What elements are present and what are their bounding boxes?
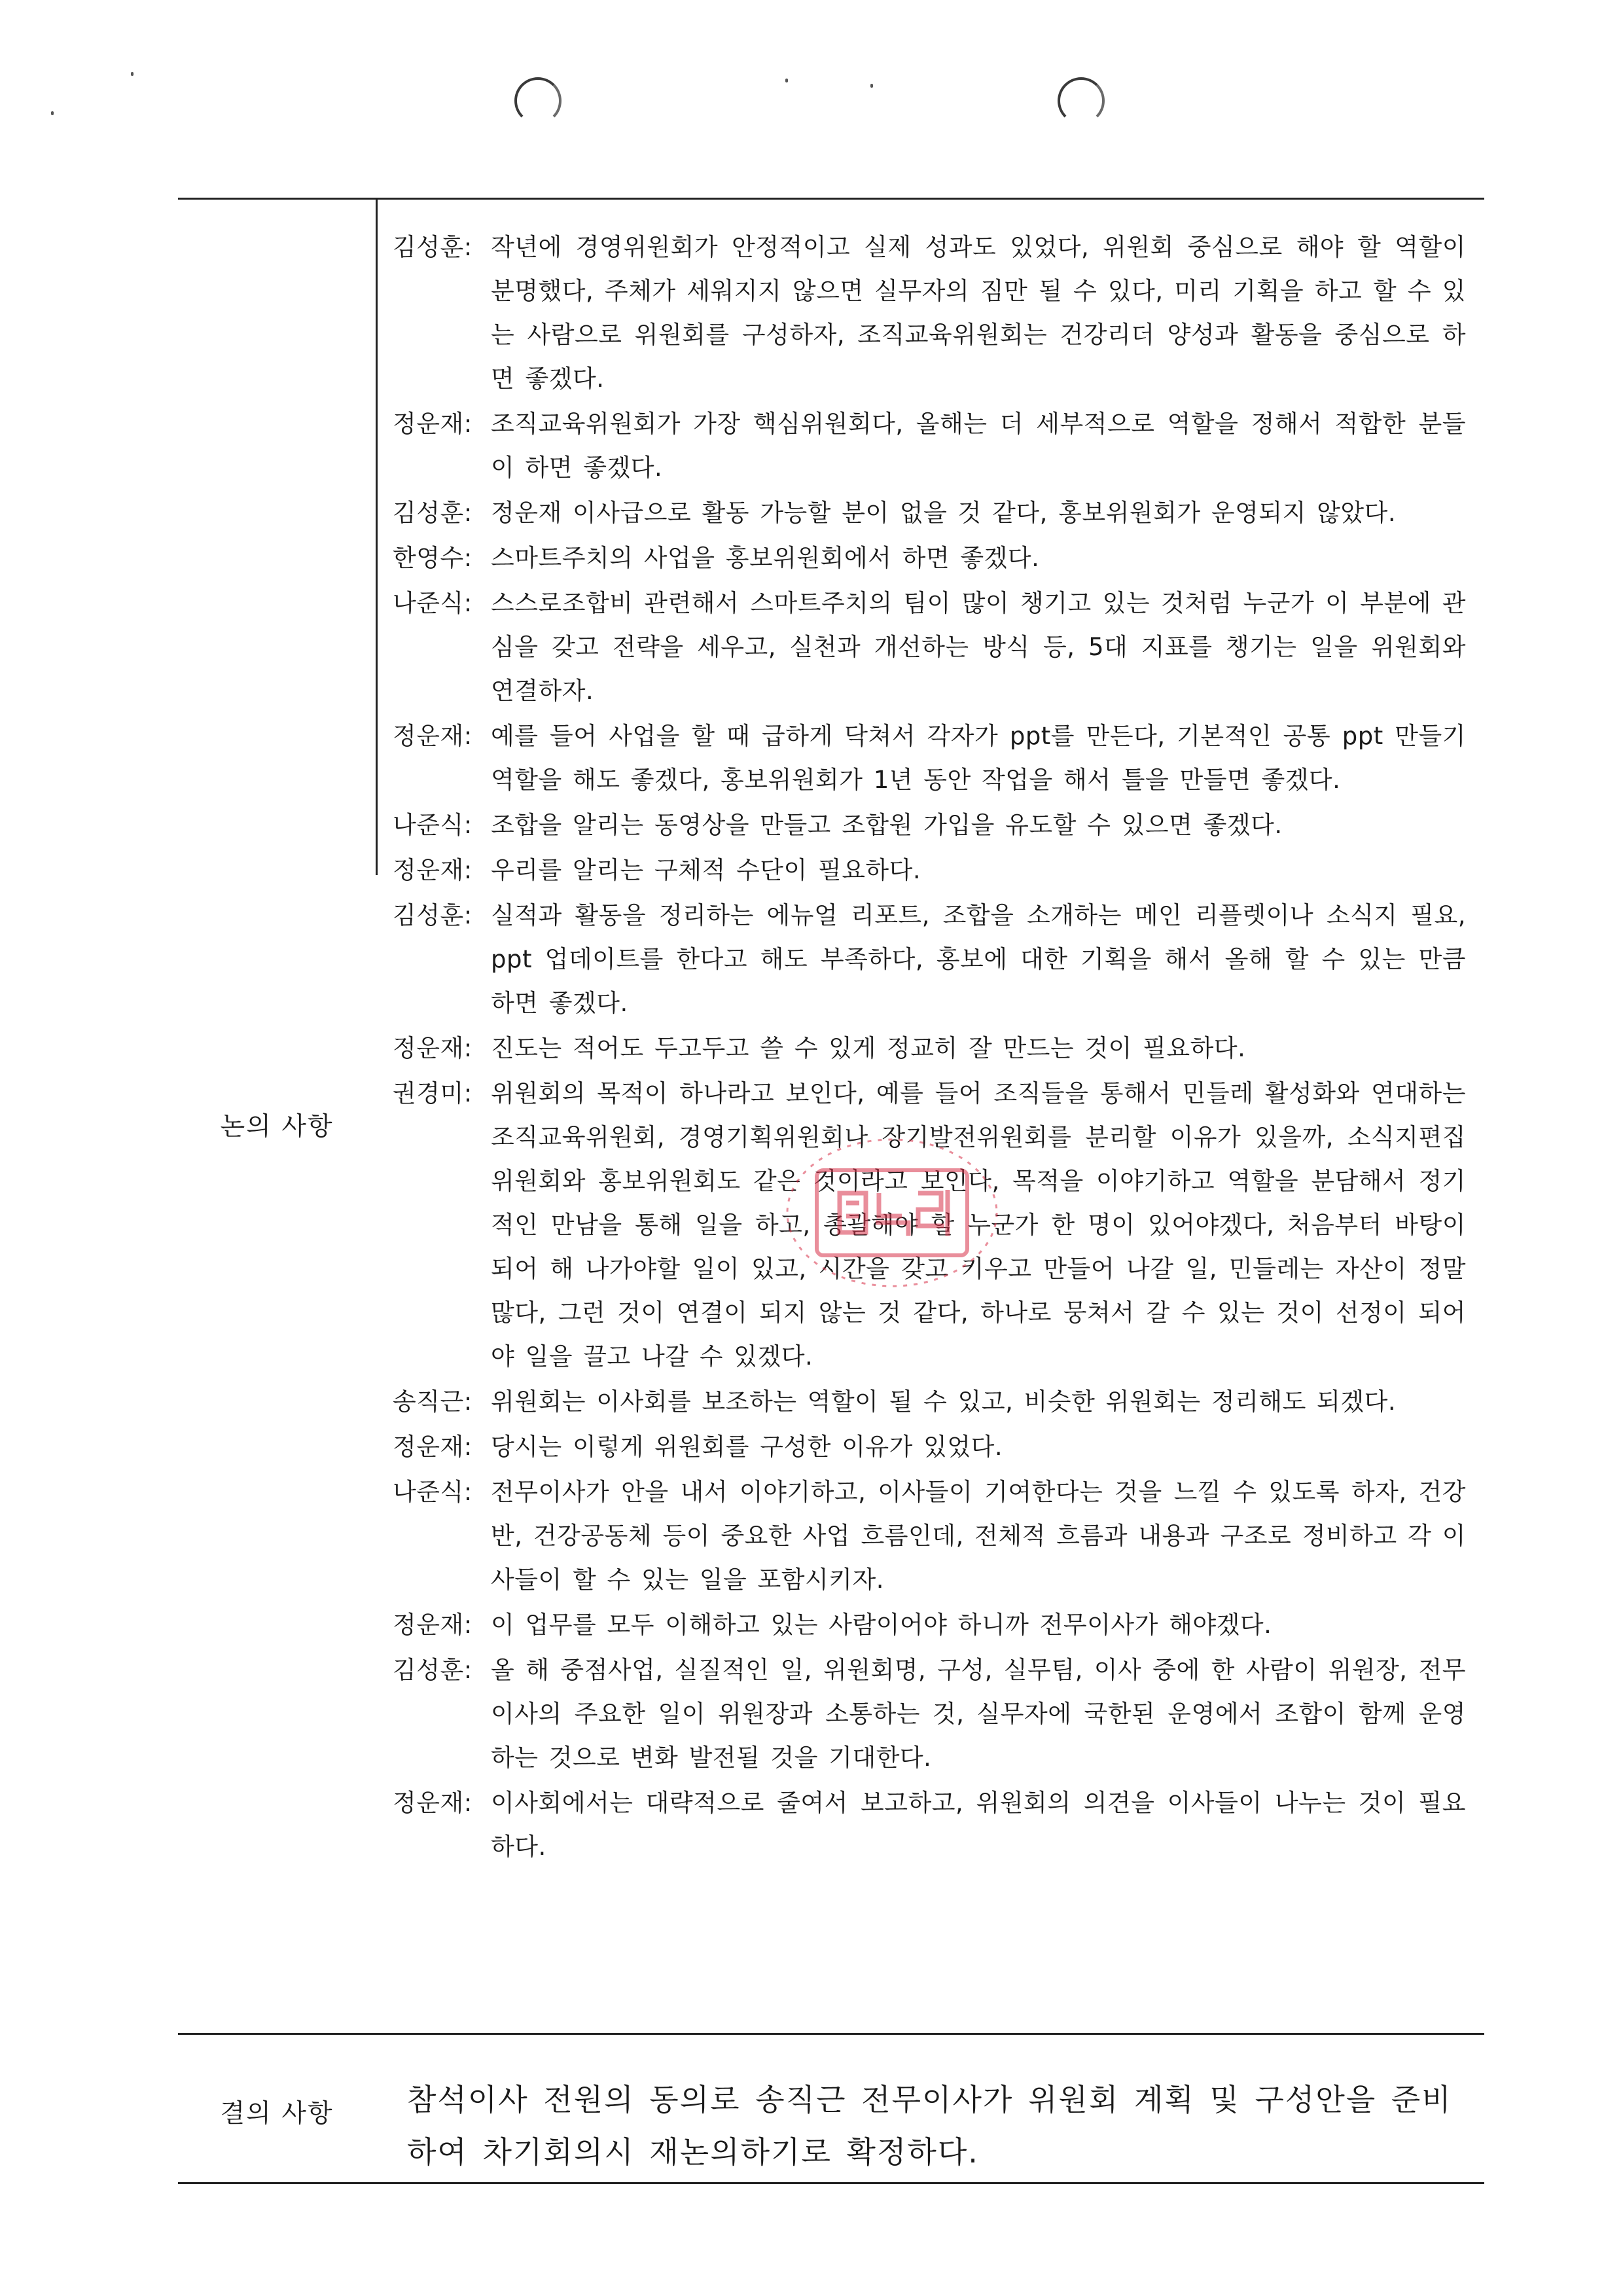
speaker-name: 나준식: bbox=[393, 811, 473, 839]
scan-speck bbox=[785, 79, 788, 82]
speaker-name: 정운재: bbox=[393, 856, 473, 884]
speaker-name: 김성훈: bbox=[393, 233, 473, 261]
speaker-name: 나준식: bbox=[393, 589, 473, 617]
speaker-name: 정운재: bbox=[393, 722, 473, 750]
discussion-entry bbox=[393, 893, 1466, 1025]
entry-text: 전무이사가 안을 내서 이야기하고, 이사들이 기여한다는 것을 느낄 수 있도록 하자, 건강반, 건강공동체 등이 중요한 사업 흐름인데, 전체적 흐름과 내용과 구조로 정비하고 각 이사들이 할 수 있는 일을 포함시키자. bbox=[491, 1478, 1466, 1594]
entry-text: 이 업무를 모두 이해하고 있는 사람이어야 하니까 전무이사가 해야겠다. bbox=[491, 1611, 1272, 1639]
discussion-entry bbox=[393, 536, 1466, 580]
speaker-name: 송직근: bbox=[393, 1388, 473, 1416]
table-row-divider bbox=[178, 2033, 1484, 2035]
speaker-name: 정운재: bbox=[393, 1034, 473, 1062]
entry-text: 이사회에서는 대략적으로 줄여서 보고하고, 위원회의 의견을 이사들이 나누는 것이 필요하다. bbox=[491, 1789, 1466, 1861]
discussion-entry bbox=[393, 1603, 1466, 1647]
speaker-name: 권경미: bbox=[393, 1079, 473, 1107]
entry-text: 진도는 적어도 두고두고 쓸 수 있게 정교히 잘 만드는 것이 필요하다. bbox=[491, 1034, 1246, 1062]
discussion-entry bbox=[393, 1470, 1466, 1602]
speaker-name: 김성훈: bbox=[393, 499, 473, 527]
entry-text: 우리를 알리는 구체적 수단이 필요하다. bbox=[491, 856, 921, 884]
entry-text: 조직교육위원회가 가장 핵심위원회다, 올해는 더 세부적으로 역할을 정해서 적합한 분들이 하면 좋겠다. bbox=[491, 410, 1466, 482]
discussion-entry bbox=[393, 225, 1466, 401]
entry-text: 스스로조합비 관련해서 스마트주치의 팀이 많이 챙기고 있는 것처럼 누군가 이 부분에 관심을 갖고 전략을 세우고, 실천과 개선하는 방식 등, 5대 지표를 챙기는 일을 위원회와 연결하자. bbox=[491, 589, 1466, 705]
speaker-name: 정운재: bbox=[393, 1433, 473, 1461]
entry-text: 올 해 중점사업, 실질적인 일, 위원회명, 구성, 실무팀, 이사 중에 한 사람이 위원장, 전무이사의 주요한 일이 위원장과 소통하는 것, 실무자에 국한된 운영에서 조합이 함께 운영하는 것으로 변화 발전될 것을 기대한다. bbox=[491, 1656, 1466, 1772]
speaker-name: 정운재: bbox=[393, 410, 473, 438]
table-top-rule bbox=[178, 198, 1484, 200]
entry-text: 스마트주치의 사업을 홍보위원회에서 하면 좋겠다. bbox=[491, 544, 1040, 572]
discussion-entry bbox=[393, 803, 1466, 847]
discussion-entry bbox=[393, 1648, 1466, 1780]
discussion-list bbox=[393, 225, 1466, 1870]
entry-text: 위원회의 목적이 하나라고 보인다, 예를 들어 조직들을 통해서 민들레 활성화와 연대하는 조직교육위원회, 경영기획위원회나 장기발전위원회를 분리할 이유가 있을까, 소식지편집위원회와 홍보위원회도 같은 것이라고 보인다, 목적을 이야기하고 역할을 분담해서 정기적인 만남을 통해 일을 하고, 총괄해야 할 누군가 한 명이 있어야겠다, 처음부터 바탕이 되어 해 나가야할 일이 있고, 시간을 갖고 키우고 만들어 나갈 일, 민들레는 자산이 정말 많다, 그런 것이 연결이 되지 않는 것 같다, 하나로 뭉쳐서 갈 수 있는 것이 선정이 되어야 일을 끌고 나갈 수 있겠다. bbox=[491, 1079, 1466, 1371]
speaker-name: 정운재: bbox=[393, 1611, 473, 1639]
entry-text: 작년에 경영위원회가 안정적이고 실제 성과도 있었다, 위원회 중심으로 해야 할 역할이 분명했다, 주체가 세워지지 않으면 실무자의 짐만 될 수 있다, 미리 기획을 하고 할 수 있는 사람으로 위원회를 구성하자, 조직교육위원회는 건강리더 양성과 활동을 중심으로 하면 좋겠다. bbox=[491, 233, 1466, 393]
speaker-name: 김성훈: bbox=[393, 1656, 473, 1684]
entry-text: 당시는 이렇게 위원회를 구성한 이유가 있었다. bbox=[491, 1433, 1003, 1461]
punch-hole-right bbox=[1058, 77, 1105, 124]
speaker-name: 김성훈: bbox=[393, 901, 473, 929]
discussion-entry bbox=[393, 848, 1466, 892]
discussion-entry bbox=[393, 1781, 1466, 1869]
table-column-divider bbox=[376, 198, 378, 875]
entry-text: 위원회는 이사회를 보조하는 역할이 될 수 있고, 비슷한 위원회는 정리해도 되겠다. bbox=[491, 1388, 1397, 1416]
entry-text: 정운재 이사급으로 활동 가능할 분이 없을 것 같다, 홍보위원회가 운영되지 않았다. bbox=[491, 499, 1397, 527]
speaker-name: 정운재: bbox=[393, 1789, 473, 1817]
punch-hole-left bbox=[514, 77, 562, 124]
speaker-name: 한영수: bbox=[393, 544, 473, 572]
discussion-entry bbox=[393, 491, 1466, 535]
discussion-entry bbox=[393, 1026, 1466, 1070]
discussion-entry bbox=[393, 581, 1466, 713]
table-bottom-rule bbox=[178, 2182, 1484, 2184]
scan-speck bbox=[51, 111, 54, 115]
scan-speck bbox=[870, 84, 873, 88]
entry-text: 조합을 알리는 동영상을 만들고 조합원 가입을 유도할 수 있으면 좋겠다. bbox=[491, 811, 1283, 839]
discussion-entry bbox=[393, 1425, 1466, 1469]
discussion-row-label: 논의 사항 bbox=[220, 1112, 334, 1141]
discussion-entry bbox=[393, 402, 1466, 490]
entry-text: 실적과 활동을 정리하는 에뉴얼 리포트, 조합을 소개하는 메인 리플렛이나 소식지 필요, ppt 업데이트를 한다고 해도 부족하다, 홍보에 대한 기획을 해서 올해 할 수 있는 만큼 하면 좋겠다. bbox=[491, 901, 1466, 1017]
resolution-text: 참석이사 전원의 동의로 송직근 전무이사가 위원회 계획 및 구성안을 준비하여 차기회의시 재논의하기로 확정하다. bbox=[407, 2082, 1452, 2170]
speaker-name: 나준식: bbox=[393, 1478, 473, 1506]
discussion-entry bbox=[393, 1380, 1466, 1424]
entry-text: 예를 들어 사업을 할 때 급하게 닥쳐서 각자가 ppt를 만든다, 기본적인 공통 ppt 만들기 역할을 해도 좋겠다, 홍보위원회가 1년 동안 작업을 해서 틀을 만들면 좋겠다. bbox=[491, 722, 1466, 794]
resolution-row-label: 결의 사항 bbox=[220, 2099, 334, 2128]
discussion-entry bbox=[393, 714, 1466, 802]
scan-speck bbox=[131, 72, 134, 76]
discussion-entry bbox=[393, 1071, 1466, 1378]
